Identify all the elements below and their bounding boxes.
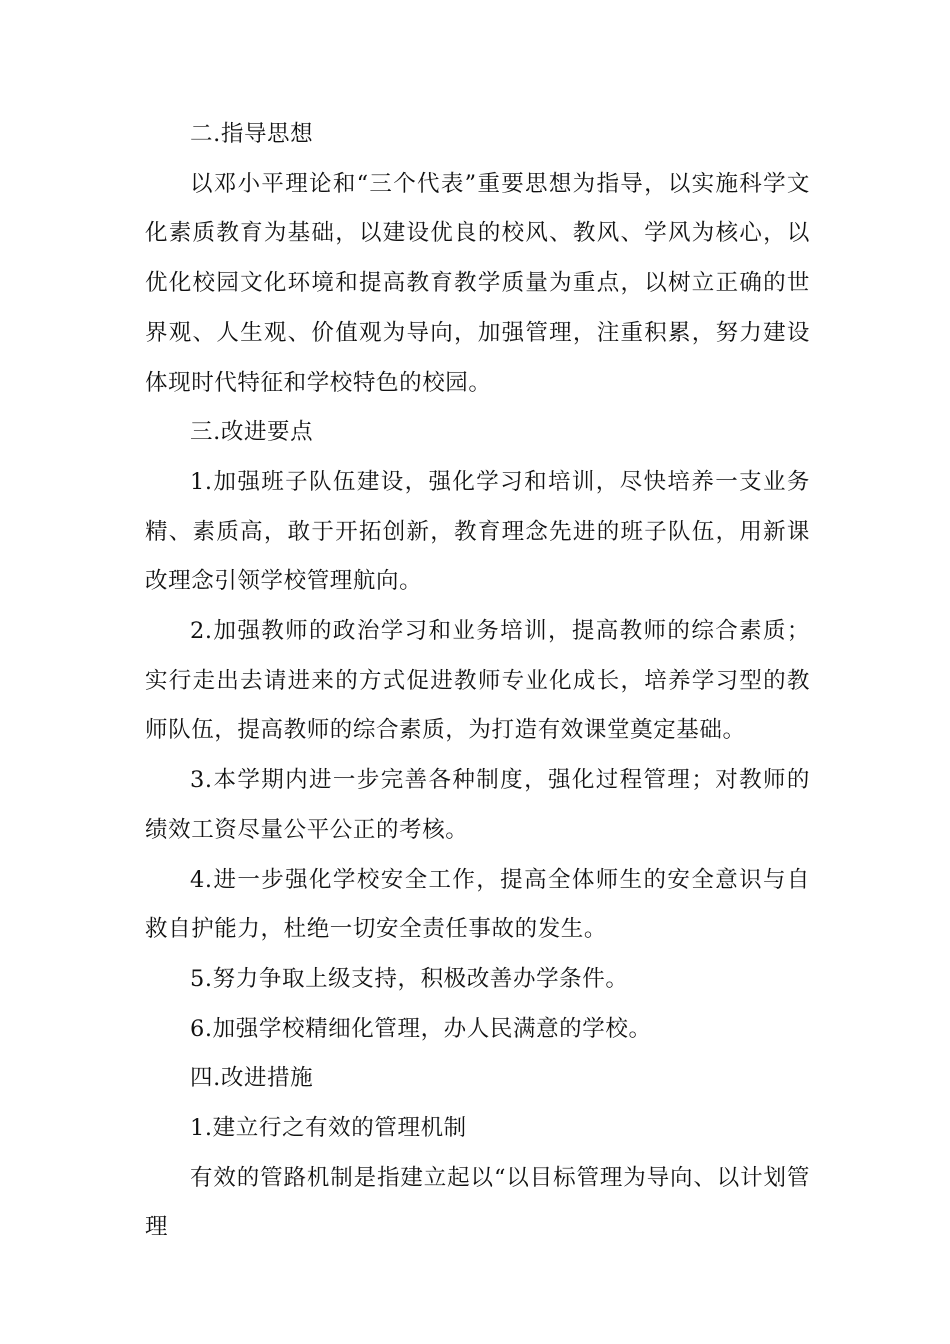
list-item-point-4: 4.进一步强化学校安全工作，提高全体师生的安全意识与自救自护能力，杜绝一切安全责任事故的发生。 [145, 866, 810, 943]
section-heading-improvement-points: 三.改进要点 [190, 419, 314, 446]
list-item-point-1: 1.加强班子队伍建设，强化学习和培训，尽快培养一支业务精、素质高，敢于开拓创新，教育理念先进的班子队伍，用新课改理念引领学校管理航向。 [145, 468, 810, 595]
list-item-point-6: 6.加强学校精细化管理，办人民满意的学校。 [190, 1015, 652, 1042]
list-item-point-5: 5.努力争取上级支持，积极改善办学条件。 [190, 965, 629, 992]
section-heading-improvement-measures: 四.改进措施 [190, 1065, 314, 1092]
paragraph-guiding-ideology: 以邓小平理论和“三个代表”重要思想为指导，以实施科学文化素质教育为基础，以建设优良的校风、教风、学风为核心，以优化校园文化环境和提高教育教学质量为重点，以树立正确的世界观、人生观、价值观为导向，加强管理，注重积累，努力建设体现时代特征和学校特色的校园。 [145, 170, 810, 396]
subheading-management-mechanism: 1.建立行之有效的管理机制 [190, 1115, 467, 1142]
list-item-point-2: 2.加强教师的政治学习和业务培训，提高教师的综合素质；实行走出去请进来的方式促进教师专业化成长，培养学习型的教师队伍，提高教师的综合素质，为打造有效课堂奠定基础。 [145, 618, 810, 744]
list-item-point-3: 3.本学期内进一步完善各种制度，强化过程管理；对教师的绩效工资尽量公平公正的考核。 [145, 767, 810, 843]
document-body [145, 110, 810, 1253]
section-heading-guiding-ideology: 二.指导思想 [190, 121, 314, 147]
paragraph-management-mechanism: 有效的管路机制是指建立起以“以目标管理为导向、以计划管理 [145, 1164, 810, 1241]
